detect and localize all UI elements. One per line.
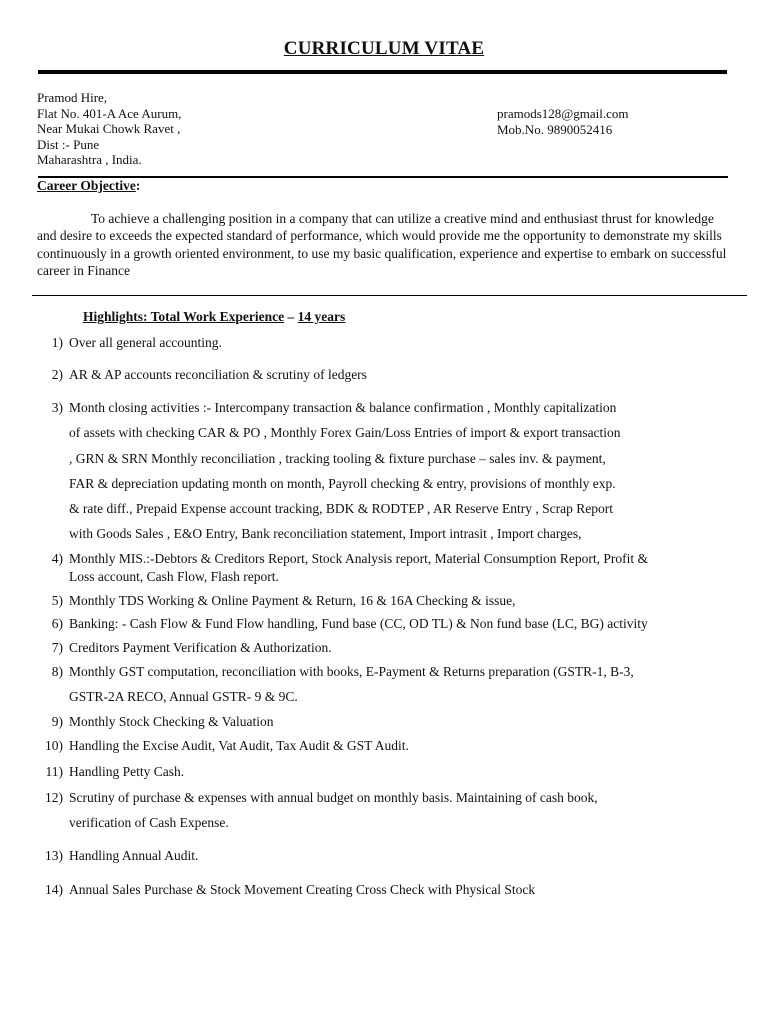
list-item-text: Scrutiny of purchase & expenses with annual budget on monthly basis. Maintaining of cash book, (69, 790, 598, 805)
list-item-text: Monthly TDS Working & Online Payment & Return, 16 & 16A Checking & issue, (69, 593, 516, 608)
list-item-number: 12) (45, 790, 63, 805)
list-item-number: 4) (51, 551, 63, 566)
list-item-text: Month closing activities :- Intercompany transaction & balance confirmation , Monthly capitalization (69, 400, 617, 415)
address-line: Near Mukai Chowk Ravet , (37, 121, 181, 136)
list-item-text: Monthly MIS.:-Debtors & Creditors Report, Stock Analysis report, Material Consumption Report, Profit & (69, 551, 648, 566)
list-item-number: 13) (45, 848, 63, 863)
address-line: Pramod Hire, (37, 90, 108, 105)
list-item-number: 5) (51, 593, 63, 608)
list-item-text: Handling the Excise Audit, Vat Audit, Tax Audit & GST Audit. (69, 738, 409, 753)
list-item-number: 8) (51, 664, 63, 679)
address-block (37, 90, 181, 168)
highlights-heading (83, 309, 345, 325)
career-objective-label: Career Objective (37, 178, 136, 193)
list-item-text: Handling Petty Cash. (69, 764, 185, 779)
list-item-number: 9) (51, 714, 63, 729)
career-objective-text: To achieve a challenging position in a company that can utilize a creative mind and enthusiast thrust for knowledge and desire to exceeds the expected standard of performance, which would provide me the opportunity to demonstrate my skills continuously in a growth oriented environment, to use my basic qualification, experience and expertise to embark on successful career in Finance (37, 211, 727, 279)
list-item-text: Banking: - Cash Flow & Fund Flow handling, Fund base (CC, OD TL) & Non fund base (LC, BG) activity (69, 616, 648, 631)
list-item-text: Monthly Stock Checking & Valuation (69, 714, 274, 729)
objective-rule (32, 295, 747, 296)
list-item-text: , GRN & SRN Monthly reconciliation , tracking tooling & fixture purchase – sales inv. & payment, (69, 451, 606, 466)
list-item-text: FAR & depreciation updating month on month, Payroll checking & entry, provisions of monthly exp. (69, 476, 616, 491)
list-item-text: Monthly GST computation, reconciliation with books, E-Payment & Returns preparation (GSTR-1, B-3, (69, 664, 634, 679)
address-line: Flat No. 401-A Ace Aurum, (37, 105, 182, 121)
list-item-text: Handling Annual Audit. (69, 848, 199, 863)
career-objective-colon: : (135, 178, 141, 193)
experience-years: 14 years (297, 309, 346, 324)
title-rule (38, 70, 727, 74)
list-item-number: 14) (45, 882, 63, 897)
document-title: CURRICULUM VITAE (283, 38, 485, 59)
list-item-text: AR & AP accounts reconciliation & scrutiny of ledgers (69, 367, 367, 382)
list-item-number: 3) (51, 400, 63, 415)
list-item-text: GSTR-2A RECO, Annual GSTR- 9 & 9C. (69, 689, 298, 704)
career-objective-heading (37, 178, 140, 194)
list-item-text: Creditors Payment Verification & Authorization. (69, 640, 332, 655)
list-item-text: with Goods Sales , E&O Entry, Bank reconciliation statement, Import intrasit , Import charges, (69, 526, 582, 541)
list-item-text: Over all general accounting. (69, 335, 222, 350)
contact-block (497, 106, 628, 137)
highlights-label: Highlights: Total Work Experience (83, 309, 285, 324)
address-line: Dist :- Pune (37, 136, 100, 152)
list-item-text: of assets with checking CAR & PO , Monthly Forex Gain/Loss Entries of import & export transaction (69, 425, 621, 440)
header-rule (38, 176, 728, 178)
list-item-number: 1) (51, 335, 63, 350)
list-item-number: 6) (51, 616, 63, 631)
list-item-text: Loss account, Cash Flow, Flash report. (69, 569, 279, 584)
list-item-text: & rate diff., Prepaid Expense account tracking, BDK & RODTEP , AR Reserve Entry , Scrap Report (69, 501, 614, 516)
highlights-dash: – (284, 309, 298, 324)
mobile-text: Mob.No. 9890052416 (497, 121, 613, 137)
list-item-text: Annual Sales Purchase & Stock Movement Creating Cross Check with Physical Stock (69, 882, 536, 897)
list-item-text: verification of Cash Expense. (69, 815, 229, 830)
address-line: Maharashtra , India. (37, 152, 142, 167)
list-item-number: 2) (51, 367, 63, 382)
list-item-number: 7) (51, 640, 63, 655)
list-item-number: 11) (45, 764, 63, 779)
email-text: pramods128@gmail.com (497, 106, 629, 121)
list-item-number: 10) (45, 738, 63, 753)
